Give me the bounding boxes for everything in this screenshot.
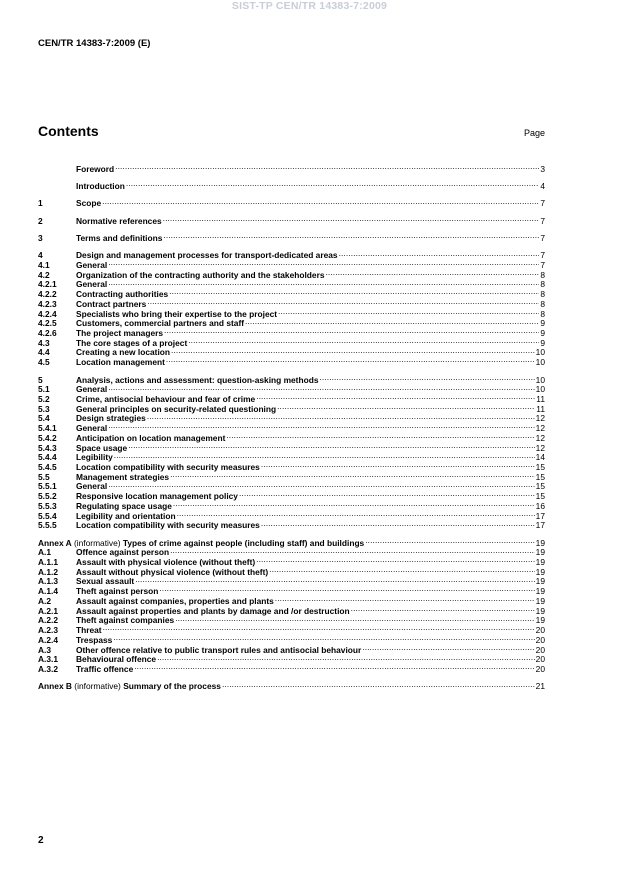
- dot-leader: [326, 268, 540, 278]
- toc-entry-page: 19: [535, 576, 545, 587]
- toc-entry-page: 10: [535, 384, 545, 395]
- toc-entry-page: 9: [540, 337, 545, 348]
- toc-entry[interactable]: [38, 249, 545, 259]
- toc-entry[interactable]: [38, 584, 545, 597]
- toc-entry-title: Space usage: [76, 442, 128, 453]
- toc-entry-number: 4.2: [38, 269, 50, 280]
- toc-entry[interactable]: [38, 575, 545, 585]
- toc-entry-page: 10: [535, 347, 545, 358]
- toc-entry-title: Assault against companies, properties and plants: [76, 595, 274, 606]
- toc-entry-page: 12: [535, 413, 545, 424]
- toc-entry-number: A.1.3: [38, 576, 59, 587]
- toc-entry-page: 8: [540, 279, 545, 290]
- toc-entry-title: Analysis, actions and assessment: question-asking methods: [76, 374, 319, 385]
- toc-entry-number: 5.4.3: [38, 442, 57, 453]
- toc-entry[interactable]: [38, 326, 545, 339]
- toc-entry-page: 11: [536, 403, 545, 414]
- toc-entry-page: 20: [535, 634, 545, 645]
- dot-leader: [166, 355, 535, 365]
- dot-leader: [108, 258, 539, 268]
- toc-entry[interactable]: [38, 536, 545, 546]
- toc-entry-number: 5.5.2: [38, 491, 57, 502]
- toc-entry-title: General: [76, 260, 108, 270]
- watermark: SIST-TP CEN/TR 14383-7:2009: [231, 0, 388, 12]
- toc-entry-title: Other offence relative to public transport rules and antisocial behaviour: [76, 644, 362, 655]
- toc-entry-number: 4.2.6: [38, 328, 57, 339]
- dot-leader: [135, 575, 534, 585]
- toc-entry[interactable]: [38, 412, 545, 422]
- toc-entry[interactable]: [38, 179, 545, 192]
- toc-entry-number: A.3.2: [38, 663, 59, 674]
- dot-leader: [113, 633, 534, 643]
- toc-entry-number: A.1.1: [38, 557, 59, 568]
- toc-entry-number: A.1.4: [38, 586, 59, 597]
- toc-entry-page: 21: [535, 681, 545, 692]
- dot-leader: [362, 643, 534, 653]
- toc-entry-page: 9: [540, 328, 545, 339]
- toc-entry[interactable]: [38, 258, 545, 268]
- annex-label: Annex A: [38, 537, 72, 548]
- toc-entry-number: A.2.2: [38, 615, 59, 626]
- toc-entry-title: Scope: [76, 198, 102, 209]
- toc-entry-title: Trespass: [76, 634, 113, 645]
- dot-leader: [157, 653, 535, 663]
- toc-entry-number: 5.4.1: [38, 423, 57, 434]
- dot-leader: [134, 662, 534, 672]
- toc-entry-page: 15: [535, 471, 545, 482]
- toc-entry-number: 5.1: [38, 384, 50, 395]
- toc-entry-number: A.1.2: [38, 566, 59, 577]
- toc-entry-page: 20: [535, 654, 545, 665]
- toc-entry-number: A.2.4: [38, 634, 59, 645]
- toc-entry-title: Assault with physical violence (without theft): [76, 557, 256, 568]
- dot-leader: [277, 402, 535, 412]
- page-number: 2: [38, 835, 44, 846]
- dot-leader: [115, 162, 539, 172]
- toc-entry-number: 5.5: [38, 471, 50, 482]
- toc-entry-page: 10: [535, 374, 545, 385]
- toc-entry[interactable]: [38, 489, 545, 502]
- toc-entry-number: 5.4: [38, 413, 50, 424]
- toc-entry-title: Management strategies: [76, 471, 170, 482]
- dot-leader: [103, 623, 535, 633]
- page-column-label: Page: [523, 128, 545, 138]
- toc-entry[interactable]: [38, 680, 545, 690]
- dot-leader: [147, 412, 535, 422]
- toc-entry[interactable]: [38, 402, 545, 412]
- toc-entry-page: 7: [540, 232, 545, 243]
- toc-entry-title: Theft against person: [76, 586, 159, 597]
- toc-entry-number: 5.5.1: [38, 481, 57, 492]
- toc-entry-number: 4.5: [38, 357, 50, 368]
- toc-entry[interactable]: [38, 460, 545, 470]
- toc-entry-title: Sexual assault: [76, 576, 135, 587]
- toc-entry-page: 19: [535, 615, 545, 626]
- dot-leader: [177, 509, 535, 519]
- toc-entry-number: 5.2: [38, 393, 50, 404]
- toc-entry[interactable]: [38, 162, 545, 172]
- toc-entry[interactable]: [38, 355, 545, 368]
- page-title: Contents: [38, 123, 99, 139]
- toc-entry[interactable]: [38, 307, 545, 317]
- toc-entry[interactable]: [38, 336, 545, 346]
- toc-entry-page: 19: [535, 547, 545, 558]
- toc-entry[interactable]: [38, 662, 545, 672]
- dot-leader: [319, 373, 534, 383]
- toc-entry-number: 4.2.2: [38, 289, 57, 300]
- toc-entry-page: 19: [535, 586, 545, 597]
- dot-leader: [171, 346, 535, 356]
- toc-entry-title: Contracting authorities: [76, 289, 169, 300]
- toc-entry-page: 19: [535, 537, 545, 548]
- dot-leader: [245, 317, 539, 327]
- toc-entry-title: Traffic offence: [76, 663, 134, 674]
- toc-entry-number: 1: [38, 198, 43, 209]
- toc-entry-page: 11: [536, 393, 545, 404]
- toc-entry-number: 3: [38, 232, 43, 243]
- toc-entry[interactable]: [38, 499, 545, 509]
- toc-entry[interactable]: [38, 346, 545, 356]
- toc-entry[interactable]: [38, 278, 545, 288]
- toc-entry[interactable]: [38, 623, 545, 636]
- toc-entry-title: Assault against properties and plants by damage and /or destruction: [76, 605, 350, 616]
- toc-entry[interactable]: [38, 392, 545, 402]
- toc-entry-title: General: [76, 384, 108, 395]
- toc-entry[interactable]: [38, 546, 545, 556]
- toc-entry-page: 8: [540, 289, 545, 300]
- toc-entry-title: Location compatibility with security measures: [76, 520, 260, 531]
- dot-leader: [278, 307, 539, 317]
- toc-entry-title: General: [76, 279, 108, 290]
- toc-entry[interactable]: [38, 373, 545, 383]
- toc-entry-title: Offence against person: [76, 547, 170, 558]
- toc-entry-page: 19: [535, 595, 545, 606]
- toc-entry-title: General: [76, 423, 108, 434]
- dot-leader: [108, 383, 534, 393]
- toc-entry[interactable]: [38, 197, 545, 207]
- toc-entry-title: The core stages of a project: [76, 337, 188, 348]
- toc-entry[interactable]: [38, 519, 545, 529]
- toc-entry-number: 4: [38, 250, 43, 261]
- toc-entry-page: 12: [535, 432, 545, 443]
- toc-entry-page: 19: [535, 605, 545, 616]
- toc-entry-title: Introduction: [76, 181, 125, 192]
- annex-title: Summary of the process: [123, 681, 221, 692]
- toc-entry-title: Location management: [76, 357, 165, 368]
- toc-entry[interactable]: [38, 421, 545, 434]
- dot-leader: [108, 480, 534, 490]
- toc-entry-number: A.3.1: [38, 654, 59, 665]
- toc-entry-number: 5.5.3: [38, 500, 57, 511]
- dot-leader: [261, 519, 535, 529]
- toc-entry-page: 20: [535, 644, 545, 655]
- toc-entry-title: Specialists who bring their expertise to the project: [76, 308, 278, 319]
- toc-entry-number: 4.2.3: [38, 298, 57, 309]
- toc-entry-title: Regulating space usage: [76, 500, 172, 511]
- toc-entry-page: 17: [535, 520, 545, 531]
- toc-entry[interactable]: [38, 643, 545, 653]
- toc-entry-number: 4.2.4: [38, 308, 57, 319]
- toc-entry-number: 5.4.4: [38, 452, 57, 463]
- toc-entry-title: Organization of the contracting authority and the stakeholders: [76, 269, 325, 280]
- toc-entry-number: A.2: [38, 595, 52, 606]
- dot-leader: [188, 336, 539, 346]
- toc-entry-title: Theft against companies: [76, 615, 175, 626]
- document-id: CEN/TR 14383-7:2009 (E): [38, 38, 151, 49]
- dot-leader: [173, 499, 535, 509]
- toc-entry-page: 20: [535, 625, 545, 636]
- toc-entry[interactable]: [38, 441, 545, 451]
- toc-entry-number: 5.4.2: [38, 432, 57, 443]
- toc-entry-page: 17: [535, 510, 545, 521]
- annex-label: Annex B: [38, 681, 72, 692]
- toc-entry-page: 19: [535, 566, 545, 577]
- dot-leader: [164, 326, 539, 336]
- toc-entry-page: 12: [535, 442, 545, 453]
- toc-entry-page: 8: [540, 269, 545, 280]
- toc-entry-title: Anticipation on location management: [76, 432, 226, 443]
- toc-entry-number: 5: [38, 374, 43, 385]
- toc-entry[interactable]: [38, 614, 545, 624]
- toc-entry-number: 4.1: [38, 260, 50, 270]
- toc-entry[interactable]: [38, 470, 545, 480]
- toc-entry-title: Responsive location management policy: [76, 491, 238, 502]
- toc-entry-page: 19: [535, 557, 545, 568]
- dot-leader: [275, 594, 535, 604]
- toc-entry-number: 4.2.5: [38, 318, 57, 329]
- toc-entry[interactable]: [38, 231, 545, 241]
- toc-entry[interactable]: [38, 555, 545, 568]
- dot-leader: [163, 214, 540, 224]
- toc-entry[interactable]: [38, 604, 545, 614]
- toc-entry[interactable]: [38, 317, 545, 327]
- toc-entry-page: 7: [540, 198, 545, 209]
- toc-entry-title: Assault without physical violence (without theft): [76, 566, 269, 577]
- toc-entry[interactable]: [38, 268, 545, 278]
- toc-entry-page: 9: [540, 318, 545, 329]
- toc-entry-page: 7: [540, 215, 545, 226]
- toc-entry-page: 12: [535, 423, 545, 434]
- table-of-contents: [38, 162, 545, 692]
- toc-entry-title: The project managers: [76, 328, 164, 339]
- toc-entry[interactable]: [38, 509, 545, 519]
- dot-leader: [163, 231, 539, 241]
- toc-entry-title: Normative references: [76, 215, 162, 226]
- toc-entry-title: Design and management processes for transport-dedicated areas: [76, 250, 338, 261]
- toc-entry[interactable]: [38, 594, 545, 604]
- dot-leader: [170, 470, 535, 480]
- toc-entry-title: General principles on security-related questioning: [76, 403, 277, 414]
- toc-entry-title: Legibility: [76, 452, 113, 463]
- toc-entry-page: 7: [540, 250, 545, 261]
- dot-leader: [365, 536, 534, 546]
- toc-entry-number: A.1: [38, 547, 52, 558]
- toc-entry-number: 5.5.4: [38, 510, 57, 521]
- toc-entry-number: 4.3: [38, 337, 50, 348]
- toc-entry-title: Crime, antisocial behaviour and fear of crime: [76, 393, 256, 404]
- toc-entry-number: A.2.1: [38, 605, 59, 616]
- toc-entry-page: 20: [535, 663, 545, 674]
- dot-leader: [114, 451, 535, 461]
- toc-entry-title: Contract partners: [76, 298, 147, 309]
- toc-entry[interactable]: [38, 214, 545, 224]
- toc-entry-number: 5.5.5: [38, 520, 57, 531]
- toc-entry-page: 8: [540, 298, 545, 309]
- toc-entry-page: 14: [535, 452, 545, 463]
- dot-leader: [126, 179, 539, 189]
- annex-informative-label: (informative): [71, 537, 123, 548]
- annex-title: Types of crime against people (including staff) and buildings: [122, 537, 365, 548]
- toc-entry[interactable]: [38, 287, 545, 300]
- dot-leader: [269, 565, 535, 575]
- dot-leader: [261, 460, 535, 470]
- dot-leader: [170, 546, 535, 556]
- toc-entry-title: Behavioural offence: [76, 654, 157, 665]
- toc-entry[interactable]: [38, 480, 545, 490]
- toc-entry-number: A.3: [38, 644, 52, 655]
- toc-entry-title: Foreword: [76, 163, 115, 174]
- dot-leader: [128, 441, 534, 451]
- toc-entry-number: 2: [38, 215, 43, 226]
- toc-entry-page: 7: [540, 260, 545, 270]
- toc-entry[interactable]: [38, 431, 545, 441]
- toc-entry-title: Customers, commercial partners and staff: [76, 318, 245, 329]
- dot-leader: [108, 278, 539, 288]
- toc-entry-page: 10: [535, 357, 545, 368]
- toc-entry-number: A.2.3: [38, 625, 59, 636]
- toc-entry-title: Threat: [76, 625, 102, 636]
- dot-leader: [339, 249, 540, 259]
- toc-entry-title: Legibility and orientation: [76, 510, 176, 521]
- dot-leader: [108, 421, 534, 431]
- toc-entry[interactable]: [38, 633, 545, 643]
- toc-entry-title: General: [76, 481, 108, 492]
- toc-entry[interactable]: [38, 297, 545, 307]
- toc-entry-title: Design strategies: [76, 413, 146, 424]
- dot-leader: [169, 287, 539, 297]
- toc-entry-title: [38, 682, 221, 692]
- toc-entry[interactable]: [38, 383, 545, 393]
- toc-entry-page: 15: [535, 491, 545, 502]
- dot-leader: [239, 489, 535, 499]
- toc-entry-page: 8: [540, 308, 545, 319]
- toc-entry-page: 3: [540, 163, 545, 174]
- toc-entry-page: 15: [535, 461, 545, 472]
- dot-leader: [159, 584, 534, 594]
- toc-entry-title: Creating a new location: [76, 347, 171, 358]
- dot-leader: [147, 297, 539, 307]
- toc-entry[interactable]: [38, 565, 545, 575]
- toc-entry-page: 15: [535, 481, 545, 492]
- toc-entry[interactable]: [38, 451, 545, 461]
- dot-leader: [256, 555, 535, 565]
- toc-entry-title: Terms and definitions: [76, 232, 163, 243]
- toc-entry-title: Location compatibility with security measures: [76, 461, 260, 472]
- annex-informative-label: (informative): [71, 681, 124, 692]
- toc-entry[interactable]: [38, 653, 545, 663]
- toc-entry-page: 4: [540, 181, 545, 192]
- dot-leader: [256, 392, 535, 402]
- toc-entry-number: 4.4: [38, 347, 50, 358]
- toc-entry-number: 5.3: [38, 403, 50, 414]
- dot-leader: [102, 197, 539, 207]
- dot-leader: [175, 614, 534, 624]
- dot-leader: [226, 431, 534, 441]
- toc-entry-page: 16: [535, 500, 545, 511]
- dot-leader: [351, 604, 535, 614]
- dot-leader: [222, 680, 535, 690]
- toc-entry-number: 5.4.5: [38, 461, 57, 472]
- toc-entry-number: 4.2.1: [38, 279, 57, 290]
